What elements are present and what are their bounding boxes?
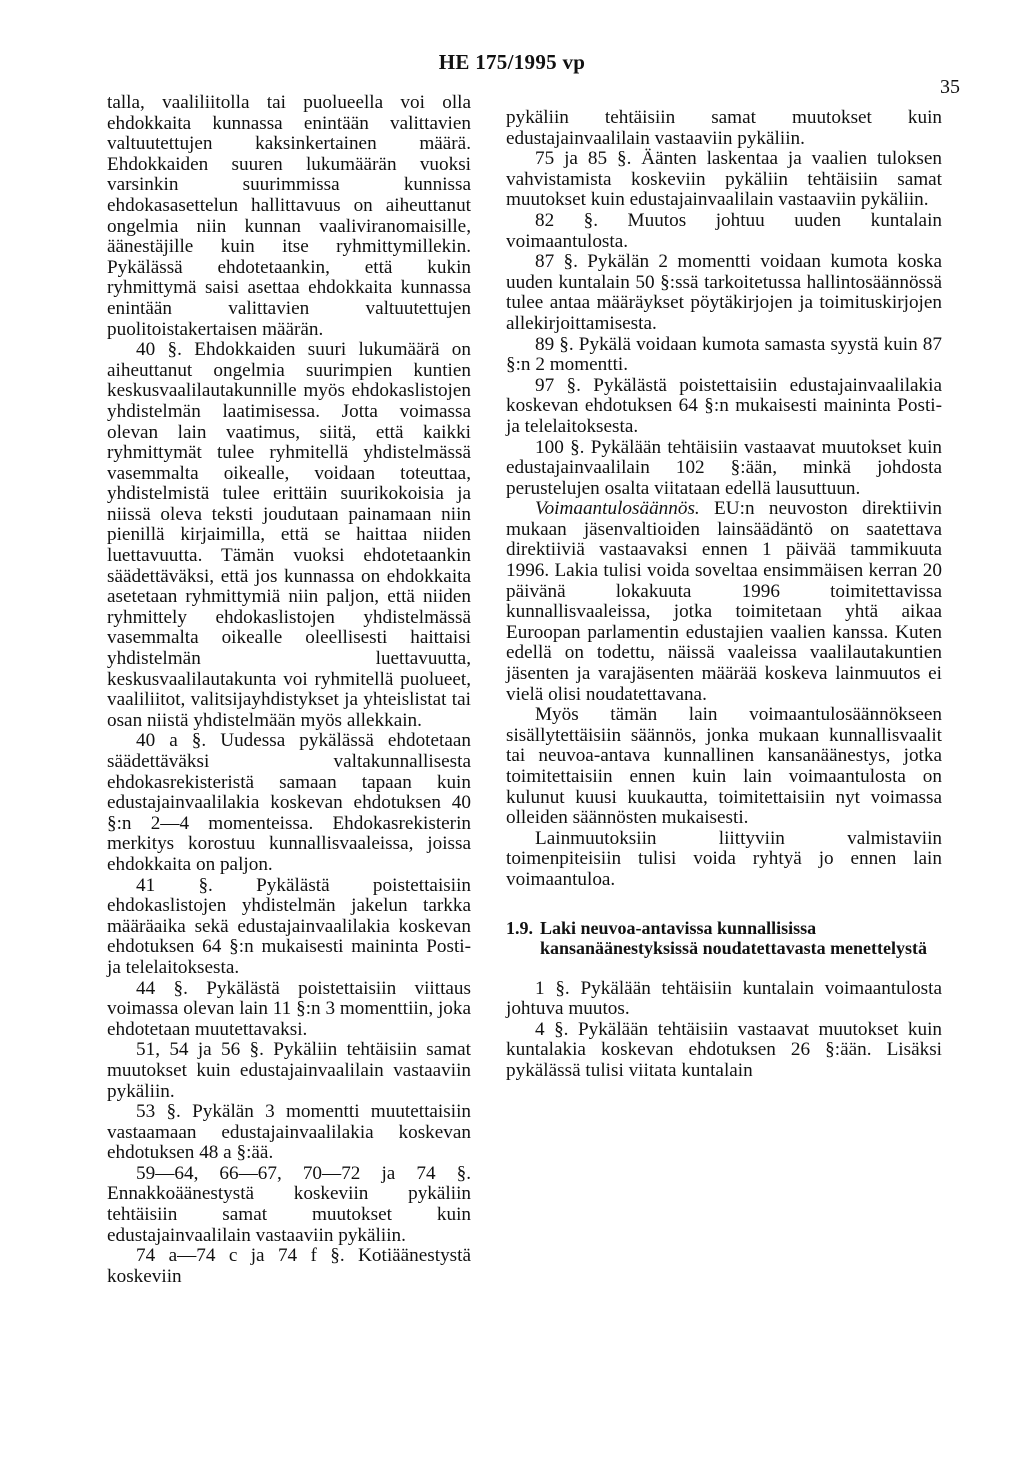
paragraph: 51, 54 ja 56 §. Pykäliin tehtäisiin samat muutokset kuin edustajainvaalilain vastaaviin pykäliin.: [107, 1039, 471, 1102]
section-title: Laki neuvoa-antavissa kunnallisissa kansanäänestyksissä noudatettavasta menettelystä: [540, 917, 928, 958]
paragraph: 44 §. Pykälästä poistettaisiin viittaus voimassa olevan lain 11 §:n 3 momenttiin, joka ehdotetaan muutettavaksi.: [107, 977, 471, 1040]
document-title: HE 175/1995 vp: [438, 50, 586, 74]
paragraph: 53 §. Pykälän 3 momentti muutettaisiin vastaamaan edustajainvaalilakia koskevan ehdotuksen 48 a §:ää.: [107, 1101, 471, 1164]
paragraph: 40 a §. Uudessa pykälässä ehdotetaan säädettäväksi valtakunnallisesta ehdokasrekisteristä samaan tapaan kuin edustajainvaalilakia koskevan ehdotuksen 40 §:n 2—4 momenteissa. Ehdokasrekisterin merkitys korostuu kunnallisvaaleissa, joissa ehdokkaita on paljon.: [107, 730, 471, 875]
paragraph: 4 §. Pykälään tehtäisiin vastaavat muutokset kuin kuntalakia koskevan ehdotuksen 26 §:ään. Lisäksi pykälässä tulisi viitata kuntalain: [506, 1018, 942, 1081]
section-number: 1.9.: [506, 917, 533, 938]
voimaantulo-label: Voimaantulosäännös.: [535, 498, 700, 520]
section-heading: [506, 918, 942, 958]
paragraph: Lainmuutoksiin liittyviin valmistaviin toimenpiteisiin tulisi voida ryhtyä jo ennen lain voimaantuloa.: [506, 827, 942, 890]
paragraph: 97 §. Pykälästä poistettaisiin edustajainvaalilakia koskevan ehdotuksen 64 §:n mukaisesti maininta Posti- ja telelaitoksesta.: [506, 374, 942, 437]
paragraph: 41 §. Pykälästä poistettaisiin ehdokaslistojen yhdistelmän jakelun tarkka määräaika sekä edustajainvaalilakia koskevan ehdotuksen 64 §:n mukaisesti maininta Posti- ja telelaitoksesta.: [107, 874, 471, 978]
voimaantulo-paragraph: [506, 499, 942, 705]
right-column: [506, 108, 942, 1082]
paragraph: 87 §. Pykälän 2 momentti voidaan kumota koska uuden kuntalain 50 §:ssä tarkoitetussa hallintosäännössä tulee antaa määräykset pöytäkirjojen ja toimituskirjojen allekirjoittamisesta.: [506, 251, 942, 334]
paragraph: 1 §. Pykälään tehtäisiin kuntalain voimaantulosta johtuva muutos.: [506, 977, 942, 1020]
paragraph: pykäliin tehtäisiin samat muutokset kuin edustajainvaalilain vastaaviin pykäliin.: [506, 107, 942, 149]
paragraph: 40 §. Ehdokkaiden suuri lukumäärä on aiheuttanut ongelmia suurimpien kuntien keskusvaalilautakunnille myös ehdokaslistojen yhdistelmän laatimisessa. Jotta voimassa olevan lain vaatimus, siitä, että kaikki ryhmittymät tulee ryhmitellä yhdistelmässä vasemmalta oikealle, voidaan toteuttaa, yhdistelmistä tulee erittäin suurikokoisia ja niissä oleva teksti joudutaan painamaan niin pienillä kirjaimilla, että se haittaa niiden luettavuutta. Tämän vuoksi ehdotetaankin säädettäväksi, että jos kunnassa on ehdokkaita asetetaan ryhmittymiä niin paljon, että niiden ryhmittely ehdokaslistojen yhdistelmässä vasemmalta oikealle oleellisesti haittaisi yhdistelmän luettavuutta, keskusvaalilautakunta voi ryhmitellä puolueet, vaaliliitot, valitsijayhdistykset ja yhteislistat tai osan niistä yhdistelmään myös allekkain.: [107, 339, 471, 731]
paragraph: 89 §. Pykälä voidaan kumota samasta syystä kuin 87 §:n 2 momentti.: [506, 333, 942, 376]
paragraph: 82 §. Muutos johtuu uuden kuntalain voimaantulosta.: [506, 209, 942, 252]
page-number: 35: [940, 76, 960, 98]
paragraph: 75 ja 85 §. Äänten laskentaa ja vaalien tuloksen vahvistamista koskeviin pykäliin tehtäisiin samat muutokset kuin edustajainvaalilain vastaaviin pykäliin.: [506, 148, 942, 211]
paragraph: Myös tämän lain voimaantulosäännökseen sisällytettäisiin säännös, jonka mukaan kunnallisvaalit tai neuvoa-antava kunnallinen kansanäänestys, jotka toimitettaisiin ennen kuin lain voimaantulosta on kulunut kuusi kuukautta, toimitettaisiin nyt voimassa olleiden säännösten mukaisesti.: [506, 704, 942, 829]
paragraph: 74 a—74 c ja 74 f §. Kotiäänestystä koskeviin: [107, 1245, 471, 1287]
paragraph: talla, vaaliliitolla tai puolueella voi olla ehdokkaita kunnassa enintään valittavien valtuutettujen kaksinkertainen määrä. Ehdokkaiden suuren lukumäärän vuoksi varsinkin suurimmissa kunnissa ehdokasasettelun hallittavuus on aiheuttanut ongelmia niin kunnan vaaliviranomaisille, äänestäjille kuin itse ryhmittymillekin. Pykälässä ehdotetaankin, että kukin ryhmittymä saisi asettaa ehdokkaita kunnassa enintään valittavien valtuutettujen puolitoistakertaisen määrän.: [107, 92, 471, 340]
paragraph: 59—64, 66—67, 70—72 ja 74 §. Ennakkoäänestystä koskeviin pykäliin tehtäisiin samat muutokset kuin edustajainvaalilain vastaaviin pykäliin.: [107, 1162, 471, 1246]
left-column: [107, 93, 471, 1287]
paragraph: 100 §. Pykälään tehtäisiin vastaavat muutokset kuin edustajainvaalilain 102 §:ään, minkä johdosta perustelujen osalta viitataan edellä lausuttuun.: [506, 436, 942, 499]
voimaantulo-text: EU:n neuvoston direktiivin mukaan jäsenvaltioiden lainsäädäntö on saatettava direktiiviä vastaavaksi ennen 1 päivää tammikuuta 1996. Lakia tulisi voida soveltaa ensimmäisen kerran 20 päivänä lokakuuta 1996 toimitettavissa kunnallisvaaleissa, jotka toimitetaan yhtä aikaa Euroopan parlamentin edustajien vaalien kanssa. Kuten edellä on todettu, näissä vaaleissa vaalilautakuntien jäsenten ja varajäsenten määrää koskeva lainmuutos ei vielä olisi noudatettavana.: [506, 498, 942, 705]
